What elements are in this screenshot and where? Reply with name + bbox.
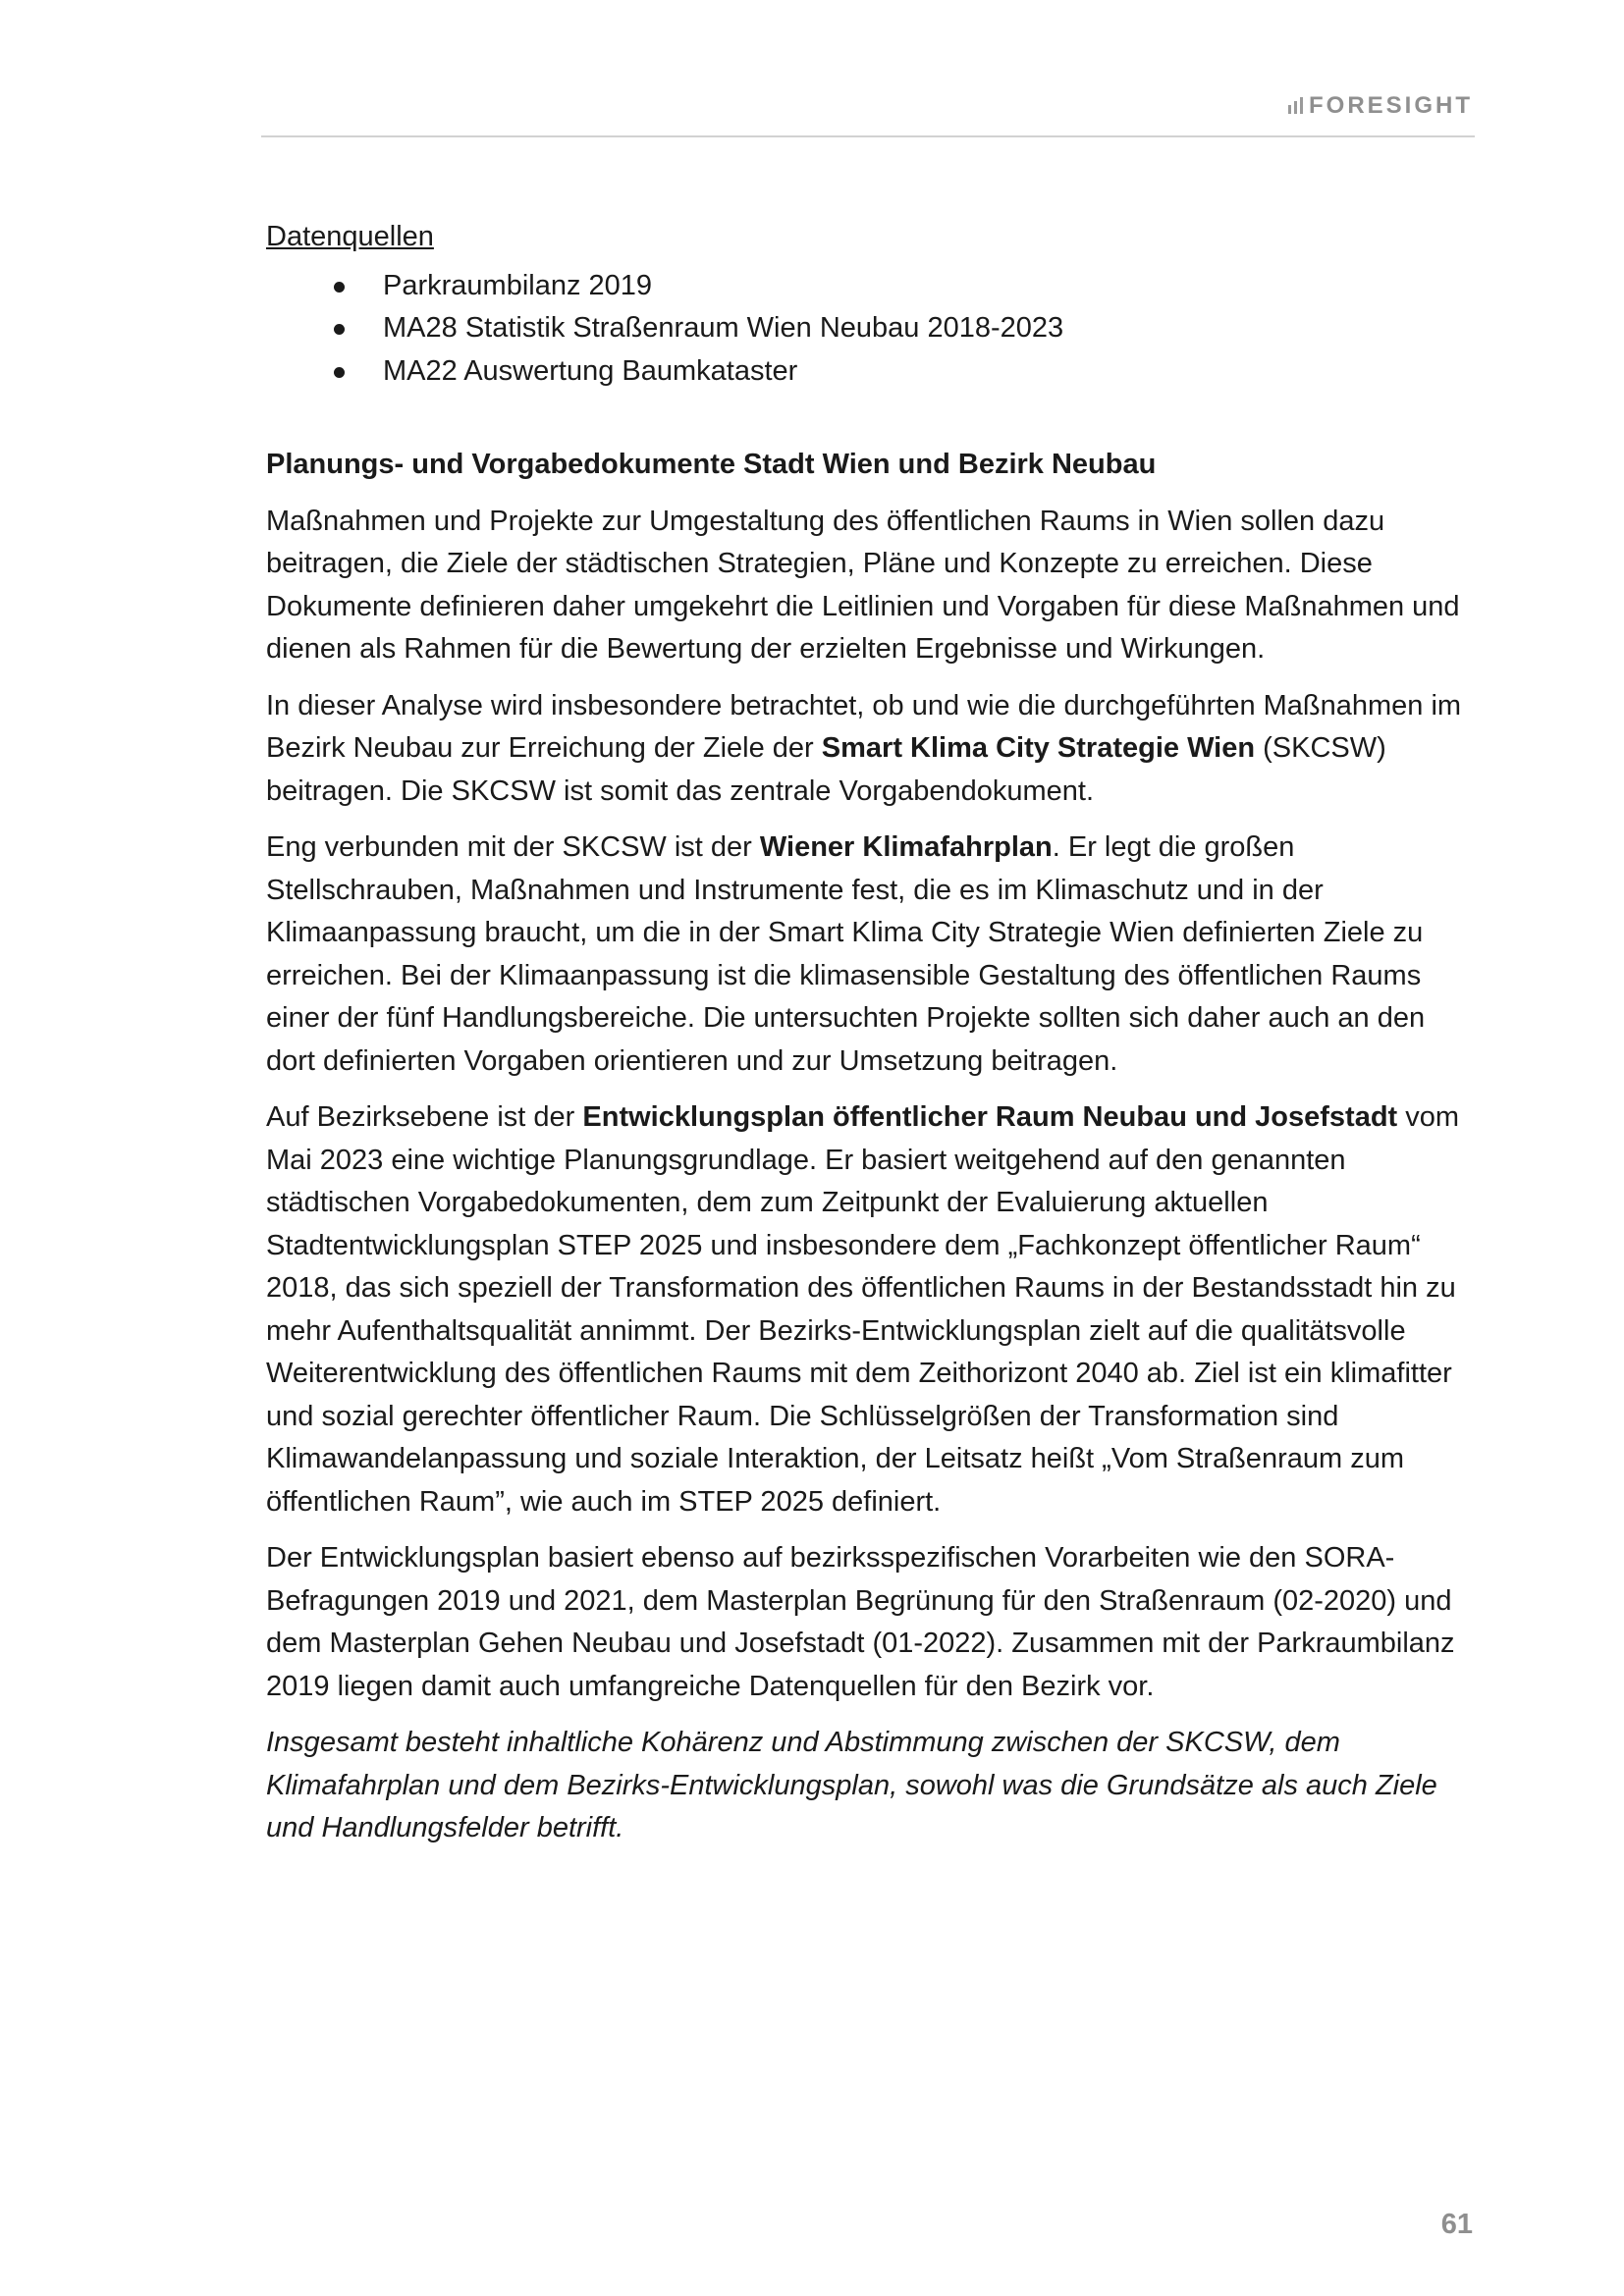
bold-term-klimafahrplan: Wiener Klimafahrplan (759, 831, 1053, 863)
bold-term-skcsw: Smart Klima City Strategie Wien (821, 732, 1256, 764)
paragraph-4: Auf Bezirksebene ist der Entwicklungsplan öffentlicher Raum Neubau und Josefstadt vom Mai 2023 eine wichtige Planungsgrundlage. Er basiert weitgehend auf den genannten städtischen Vorgabedokumenten, dem zum Zeitpunkt der Evaluierung aktuellen Stadtentwicklungsplan STEP 2025 und insbesondere dem „Fachkonzept öffentlicher Raum“ 2018, das sich speziell der Transformation des öffentlichen Raums in der Bestandsstadt hin zu mehr Aufenthaltsqualität annimmt. Der Bezirks-Entwicklungsplan zielt auf die qualitätsvolle Weiterentwicklung des öffentlichen Raums mit dem Zeithorizont 2040 ab. Ziel ist ein klimafitter und sozial gerechter öffentlicher Raum. Die Schlüsselgrößen der Transformation sind Klimawandelanpassung und soziale Interaktion, der Leitsatz heißt „Vom Straßenraum zum öffentlichen Raum”, wie auch im STEP 2025 definiert. (266, 1101, 1460, 1518)
logo-bars-icon (1288, 97, 1303, 114)
data-sources-title: Datenquellen (266, 221, 434, 252)
data-sources-list (266, 265, 1474, 394)
paragraph-2: In dieser Analyse wird insbesondere betrachtet, ob und wie die durchgeführten Maßnahmen im Bezirk Neubau zur Erreichung der Ziele der Smart Klima City Strategie Wien (SKCSW) beitragen. Die SKCSW ist somit das zentrale Vorgabendokument. (266, 689, 1462, 807)
list-item: MA28 Statistik Straßenraum Wien Neubau 2018-2023 (266, 307, 1474, 350)
bold-term-entwicklungsplan: Entwicklungsplan öffentlicher Raum Neubau und Josefstadt (582, 1101, 1398, 1133)
paragraph-3: Eng verbunden mit der SKCSW ist der Wiener Klimafahrplan. Er legt die großen Stellschrauben, Maßnahmen und Instrumente fest, die es im Klimaschutz und in der Klimaanpassung braucht, um die in der Smart Klima City Strategie Wien definierten Ziele zu erreichen. Bei der Klimaanpassung ist die klimasensible Gestaltung des öffentlichen Raums einer der fünf Handlungsbereiche. Die untersuchten Projekte sollten sich daher auch an den dort definierten Vorgaben orientieren und zur Umsetzung beitragen. (266, 831, 1426, 1077)
header-divider (261, 135, 1475, 137)
list-item: MA22 Auswertung Baumkataster (266, 350, 1474, 394)
page-body (266, 216, 1474, 1850)
summary-paragraph: Insgesamt besteht inhaltliche Kohärenz und Abstimmung zwischen der SKCSW, dem Klimafahrplan und dem Bezirks-Entwicklungsplan, sowohl was die Grundsätze als auch Ziele und Handlungsfelder betrifft. (266, 1727, 1437, 1843)
page-number: 61 (1440, 2209, 1473, 2240)
paragraph-1: Maßnahmen und Projekte zur Umgestaltung des öffentlichen Raums in Wien sollen dazu beitragen, die Ziele der städtischen Strategien, Pläne und Konzepte zu erreichen. Diese Dokumente definieren daher umgekehrt die Leitlinien und Vorgaben für diese Maßnahmen und dienen als Rahmen für die Bewertung der erzielten Ergebnisse und Wirkungen. (266, 505, 1460, 665)
foresight-logo (1288, 94, 1473, 118)
paragraph-5: Der Entwicklungsplan basiert ebenso auf bezirksspezifischen Vorarbeiten wie den SORA-Befragungen 2019 und 2021, dem Masterplan Begrünung für den Straßenraum (02-2020) und dem Masterplan Gehen Neubau und Josefstadt (01-2022). Zusammen mit der Parkraumbilanz 2019 liegen damit auch umfangreiche Datenquellen für den Bezirk vor. (266, 1542, 1455, 1702)
list-item: Parkraumbilanz 2019 (266, 265, 1474, 308)
section-heading: Planungs- und Vorgabedokumente Stadt Wien und Bezirk Neubau (266, 449, 1157, 480)
logo-text: FORESIGHT (1308, 92, 1473, 119)
